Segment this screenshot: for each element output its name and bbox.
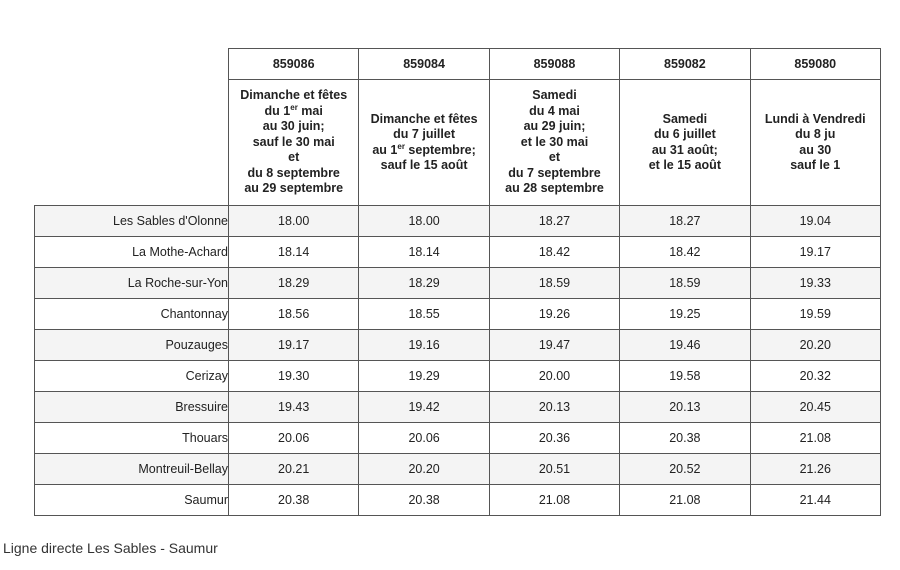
departure-time: 20.13 (620, 392, 750, 423)
running-days-text: au 31 août; (651, 142, 718, 157)
running-days-line (490, 104, 619, 120)
ordinal-suffix: er (290, 102, 298, 112)
running-days-text: au 30 juin; (262, 119, 325, 134)
table-row (35, 454, 881, 485)
running-days-line (229, 166, 358, 182)
departure-time: 19.58 (620, 361, 750, 392)
running-days-line (359, 158, 488, 174)
departure-time: 20.13 (489, 392, 619, 423)
table-row (35, 299, 881, 330)
empty-corner (35, 80, 229, 206)
departure-time: 18.00 (359, 206, 489, 237)
departure-time: 18.59 (489, 268, 619, 299)
running-days-row (35, 80, 881, 206)
departure-time: 21.26 (750, 454, 880, 485)
departure-time: 19.17 (750, 237, 880, 268)
station-name: Montreuil-Bellay (35, 454, 229, 485)
station-name: La Roche-sur-Yon (35, 268, 229, 299)
departure-time: 19.59 (750, 299, 880, 330)
table-row (35, 206, 881, 237)
running-days-line (229, 150, 358, 166)
running-days-text: Lundi à Vendredi (764, 111, 866, 126)
departure-time: 19.29 (359, 361, 489, 392)
running-days-line (620, 143, 749, 159)
running-days-line (490, 181, 619, 197)
station-name: Chantonnay (35, 299, 229, 330)
running-days-line (229, 181, 358, 197)
table-row (35, 268, 881, 299)
running-days-text: et (548, 150, 561, 165)
running-days-line (620, 158, 749, 174)
train-code: 859080 (750, 49, 880, 80)
departure-time: 20.06 (229, 423, 359, 454)
departure-time: 18.42 (489, 237, 619, 268)
departure-time: 18.14 (229, 237, 359, 268)
departure-time: 19.46 (620, 330, 750, 361)
departure-time: 20.38 (229, 485, 359, 516)
timetable-caption: Ligne directe Les Sables - Saumur (3, 540, 218, 556)
train-code: 859088 (489, 49, 619, 80)
table-row (35, 361, 881, 392)
ordinal-suffix: er (397, 141, 405, 151)
departure-time: 18.27 (489, 206, 619, 237)
departure-time: 18.00 (229, 206, 359, 237)
departure-time: 19.26 (489, 299, 619, 330)
train-code: 859086 (229, 49, 359, 80)
running-days-text: Dimanche et fêtes (240, 88, 348, 103)
departure-time: 18.14 (359, 237, 489, 268)
running-days-text: Samedi (662, 111, 708, 126)
departure-time: 20.32 (750, 361, 880, 392)
running-days-line (229, 104, 358, 120)
running-days (620, 80, 750, 206)
running-days-text: sauf le 15 août (380, 158, 468, 172)
running-days-text: au 29 juin; (523, 119, 586, 134)
departure-time: 19.25 (620, 299, 750, 330)
running-days-text: du 8 ju (795, 127, 836, 141)
running-days (489, 80, 619, 206)
running-days-line (359, 143, 488, 159)
departure-time: 21.44 (750, 485, 880, 516)
departure-time: 19.47 (489, 330, 619, 361)
departure-time: 18.42 (620, 237, 750, 268)
table-row (35, 237, 881, 268)
running-days-line (490, 150, 619, 166)
empty-corner (35, 49, 229, 80)
running-days-text: du 6 juillet (653, 127, 716, 141)
departure-time: 20.38 (359, 485, 489, 516)
station-name: Cerizay (35, 361, 229, 392)
running-days-text: au 30 (799, 142, 832, 157)
running-days-line (620, 112, 749, 128)
running-days-line (229, 135, 358, 151)
departure-time: 21.08 (750, 423, 880, 454)
timetable-body (35, 206, 881, 516)
running-days-text: au 28 septembre (505, 181, 604, 196)
running-days-text: mai (297, 103, 323, 118)
station-name: Bressuire (35, 392, 229, 423)
departure-time: 19.04 (750, 206, 880, 237)
departure-time: 20.06 (359, 423, 489, 454)
station-name: Les Sables d'Olonne (35, 206, 229, 237)
running-days-line (229, 88, 358, 104)
table-row (35, 423, 881, 454)
running-days-line (751, 127, 880, 143)
running-days-line (751, 143, 880, 159)
running-days-line (229, 119, 358, 135)
running-days-text: au 29 septembre (244, 181, 344, 196)
running-days-line (490, 88, 619, 104)
running-days-text: du 1 (264, 103, 291, 118)
departure-time: 20.36 (489, 423, 619, 454)
running-days-text: Samedi (532, 88, 577, 103)
departure-time: 20.45 (750, 392, 880, 423)
departure-time: 20.21 (229, 454, 359, 485)
running-days-text: septembre; (404, 142, 476, 157)
train-code-row (35, 49, 881, 80)
station-name: La Mothe-Achard (35, 237, 229, 268)
table-row (35, 485, 881, 516)
train-code: 859084 (359, 49, 489, 80)
running-days-line (620, 127, 749, 143)
departure-time: 18.55 (359, 299, 489, 330)
running-days-text: au 1 (372, 142, 398, 157)
station-name: Thouars (35, 423, 229, 454)
departure-time: 19.42 (359, 392, 489, 423)
departure-time: 18.29 (359, 268, 489, 299)
departure-time: 20.51 (489, 454, 619, 485)
running-days (229, 80, 359, 206)
running-days-text: du 7 juillet (393, 127, 455, 141)
running-days-line (751, 158, 880, 174)
running-days-text: et le 15 août (648, 158, 721, 172)
running-days-line (490, 135, 619, 151)
running-days-text: et le 30 mai (520, 134, 589, 149)
running-days (359, 80, 489, 206)
departure-time: 18.56 (229, 299, 359, 330)
departure-time: 19.30 (229, 361, 359, 392)
departure-time: 20.52 (620, 454, 750, 485)
station-name: Pouzauges (35, 330, 229, 361)
departure-time: 21.08 (489, 485, 619, 516)
station-name: Saumur (35, 485, 229, 516)
departure-time: 21.08 (620, 485, 750, 516)
departure-time: 20.00 (489, 361, 619, 392)
departure-time: 19.43 (229, 392, 359, 423)
running-days-text: du 8 septembre (247, 165, 340, 180)
departure-time: 20.38 (620, 423, 750, 454)
table-row (35, 392, 881, 423)
departure-time: 20.20 (750, 330, 880, 361)
running-days-text: du 7 septembre (508, 165, 601, 180)
running-days-line (359, 112, 488, 128)
running-days-line (490, 119, 619, 135)
departure-time: 19.16 (359, 330, 489, 361)
departure-time: 19.33 (750, 268, 880, 299)
running-days-text: Dimanche et fêtes (370, 111, 478, 126)
running-days-text: sauf le 30 mai (252, 134, 335, 149)
departure-time: 19.17 (229, 330, 359, 361)
train-code: 859082 (620, 49, 750, 80)
departure-time: 18.29 (229, 268, 359, 299)
running-days (750, 80, 880, 206)
running-days-text: du 4 mai (529, 103, 580, 118)
departure-time: 18.27 (620, 206, 750, 237)
departure-time: 18.59 (620, 268, 750, 299)
running-days-line (490, 166, 619, 182)
timetable (34, 48, 881, 516)
running-days-text: et (288, 150, 300, 165)
table-row (35, 330, 881, 361)
running-days-text: sauf le 1 (790, 158, 841, 172)
running-days-line (359, 127, 488, 143)
departure-time: 20.20 (359, 454, 489, 485)
running-days-line (751, 112, 880, 128)
